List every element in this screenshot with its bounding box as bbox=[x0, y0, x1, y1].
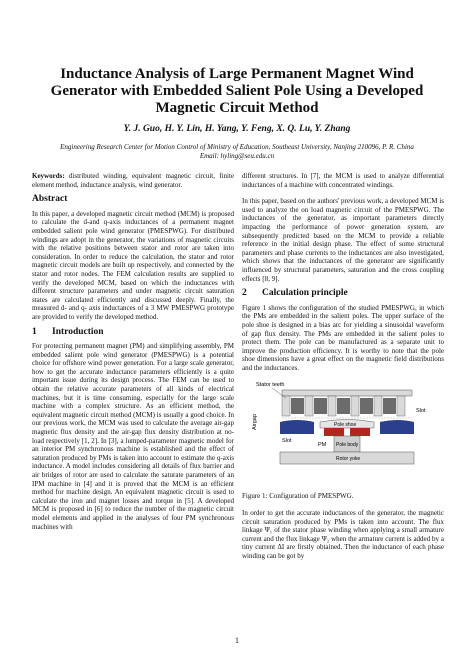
section-title: Calculation principle bbox=[262, 288, 348, 299]
figure-caption: Figure 1: Configuration of PMESPWG. bbox=[242, 492, 354, 501]
label-slot-left: Slot bbox=[282, 438, 292, 445]
abstract-heading: Abstract bbox=[32, 194, 68, 205]
keywords bbox=[32, 172, 234, 189]
label-pm: PM bbox=[318, 442, 327, 449]
label-pole-body: Pole body bbox=[336, 442, 359, 449]
stator-yoke bbox=[282, 390, 412, 396]
email: Email: hyling@seu.edu.cn bbox=[199, 152, 275, 160]
paper-title: Inductance Analysis of Large Permanent Magnet Wind Generator with Embedded Salient Pole Using a Developed Magnetic Circuit Method bbox=[50, 66, 424, 116]
keywords-label: Keywords: bbox=[32, 172, 65, 180]
label-stator-teeth: Stator teeth bbox=[256, 382, 285, 389]
affiliation-block bbox=[25, 143, 449, 161]
right-column bbox=[242, 172, 444, 564]
pmespwg-diagram bbox=[242, 378, 444, 488]
pm-center-left bbox=[324, 428, 344, 436]
label-slot-right: Slot bbox=[416, 408, 426, 415]
label-rotor-yoke: Rotor yoke bbox=[336, 456, 361, 463]
section-title: Introduction bbox=[52, 326, 104, 337]
page-number: 1 bbox=[235, 636, 239, 645]
intro-paragraph-2: In this paper, based on the authors' previous work, a developed MCM is used to analyze the on load magnetic circuit of the PMESPWG. The inductances of the generator, as important parameters directly impacting the performance of power generation system, are subsequently predicted based on the MCM to provide a reliable reference in the initial design phase. The effect of some structural parameters and phase currents to the inductances are also investigated, which shows that the inductances of the generator are significantly influenced by structural parameters, saturation and the cross coupling effects [8, 9]. bbox=[242, 197, 444, 283]
section-number: 1 bbox=[32, 326, 37, 337]
affiliation: Engineering Research Center for Motion Control of Ministry of Education, Southeast University, Nanjing 210096, P. R. China bbox=[60, 143, 414, 151]
label-airgap: Airgap bbox=[252, 414, 258, 431]
section-number: 2 bbox=[242, 288, 247, 299]
pm-center-right bbox=[350, 428, 370, 436]
label-pole-shoe: Pole shoe bbox=[334, 422, 357, 429]
keywords-text: distributed winding, equivalent magnetic circuit, finite element method, inductance analysis, wind generator. bbox=[32, 172, 234, 189]
pm-right bbox=[380, 420, 414, 434]
calculation-heading bbox=[242, 289, 444, 298]
author-list: Y. J. Guo, H. Y. Lin, H. Yang, Y. Feng, X. Q. Lu, Y. Zhang bbox=[123, 124, 351, 134]
left-column bbox=[32, 172, 234, 534]
introduction-heading bbox=[32, 328, 234, 337]
figure-1 bbox=[242, 378, 444, 488]
pm-left bbox=[280, 420, 314, 434]
introduction-text: For protecting permanent magnet (PM) and simplifying assembly, PM embedded salient pole wind generator (PMESPWG) is a potential choice for offshore wind power generation. For a large scale generator, how to get the accurate inductance parameters efficiently is a quite important issue during its design process. The FEM can be used to obtain the relative accurate parameters of all kinds of electrical machines, but it is time consuming, especially for the large scale machine with a complex structure. As an efficient method, the equivalent magnetic circuit method (MCM) is usually a good choice. In our previous work, the MCM was used to calculate the average air-gap magnetic flux density and the air-gap flux density distribution at no-load respectively [1, 2]. In [3], a lumped-parameter magnetic model for an interior PM synchronous machine is established and the effect of saturation produced by PMs is taken into account to estimate the q-axis inductance. A model includes considering all details of flux barrier and air bridges of rotor are used to calculate the saturate parameters of an IPM machine in [4] and it is proved that the MCM is an efficient method for machine design. An equivalent magnetic circuit is used to calculate the iron and magnet losses and torque in [5]. A developed MCM is proposed in [6] to reduce the number of the magnetic circuit model elements and applied in the analyses of four PM synchronous machines with bbox=[32, 342, 234, 531]
intro-continued-text: different structures. In [7], the MCM is used to analyze differential inductances of a machine with concentrated windings. bbox=[242, 172, 444, 189]
abstract-text: In this paper, a developed magnetic circuit method (MCM) is proposed to calculate the d-and q-axis inductances of a permanent magnet embedded salient pole wind generator (PMESPWG). For distributed windings are adopt in the generator, the variations of magnetic circuits with the relative positions between stator and rotor are taken into consideration. In order to reduce the calculation, the stator and rotor magnetic circuit models are built up respectively, and connected by the stator and rotor nodes. The FEM calculation results are supplied to verify the developed MCM, based on which the inductances with different structure parameters and under magnetic circuit saturation states are calculated efficiently and discussed deeply. Finally, the measured d- and q- axis inductances of a 3 MW PMESPWG prototype are provided to verify the developed method. bbox=[32, 209, 234, 321]
calculation-text-2: In order to get the accurate inductances of the generator, the magnetic circuit saturation produced by PMs is taken into account. The flux linkage Ψ₁ of the stator phase winding when applying a small armature current and the flux linkage Ψ₂ when the armature current is added by a tiny current ΔI are firstly obtained. Then the inductance of each phase winding can be got by bbox=[242, 509, 444, 561]
calculation-text: Figure 1 shows the configuration of the studied PMESPWG, in which the PMs are embedded in the salient poles. The upper surface of the pole shoe is designed in a bias arc for yielding a sinusoidal waveform of gap flux density. The PMs are embedded in the salient poles to protect them. The pole can be manufactured as a separate unit to improve the production efficiency. It is worthy to note that the pole shoe dimensions have a great effect on the magnetic field distributions and the inductances. bbox=[242, 303, 444, 372]
